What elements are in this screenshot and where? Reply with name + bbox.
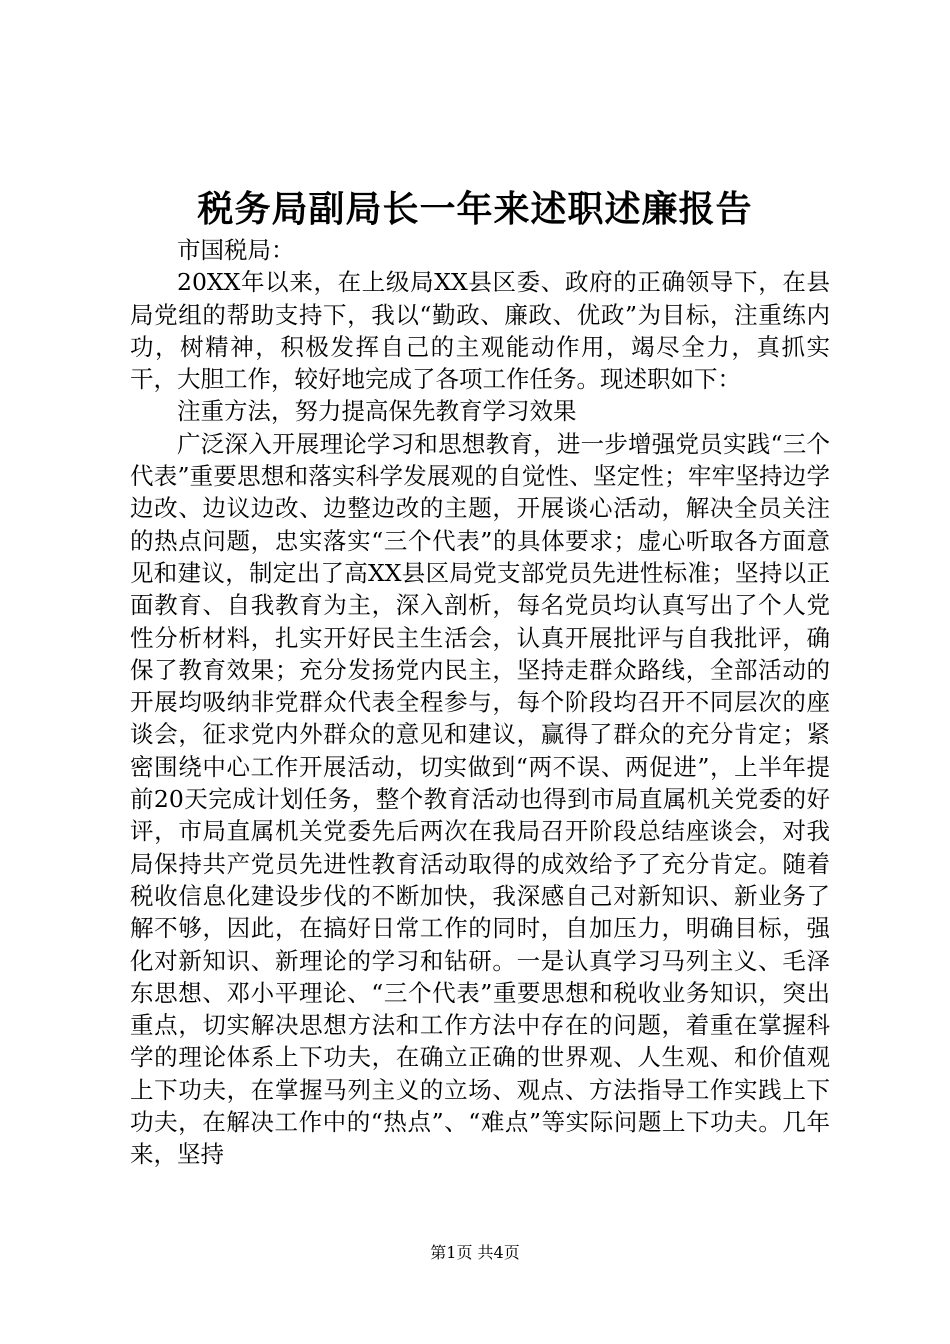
salutation: 市国税局： <box>177 236 295 264</box>
document-title: 税务局副局长一年来述职述廉报告 <box>197 188 753 230</box>
page-footer: 第1页 共4页 <box>430 1243 520 1262</box>
document-body <box>130 234 830 1171</box>
intro-paragraph: 20XX年以来，在上级局XX县区委、政府的正确领导下，在县局党组的帮助支持下，我以“勤政、廉政、优政”为目标，注重练内功，树精神，积极发挥自己的主观能动作用，竭尽全力，真抓实干，大胆工作，较好地完成了各项工作任务。现述职如下： <box>130 268 830 394</box>
body-paragraph: 广泛深入开展理论学习和思想教育，进一步增强党员实践“三个代表”重要思想和落实科学发展观的自觉性、坚定性；牢牢坚持边学边改、边议边改、边整边改的主题，开展谈心活动，解决全员关注的热点问题，忠实落实“三个代表”的具体要求；虚心听取各方面意见和建议，制定出了高XX县区局党支部党员先进性标准；坚持以正面教育、自我教育为主，深入剖析，每名党员均认真写出了个人党性分析材料，扎实开好民主生活会，认真开展批评与自我批评，确保了教育效果；充分发扬党内民主，坚持走群众路线，全部活动的开展均吸纳非党群众代表全程参与，每个阶段均召开不同层次的座谈会，征求党内外群众的意见和建议，赢得了群众的充分肯定；紧密围绕中心工作开展活动，切实做到“两不误、两促进”，上半年提前20天完成计划任务，整个教育活动也得到市局直属机关党委的好评，市局直属机关党委先后两次在我局召开阶段总结座谈会，对我局保持共产党员先进性教育活动取得的成效给予了充分肯定。随着税收信息化建设步伐的不断加快，我深感自己对新知识、新业务了解不够，因此，在搞好日常工作的同时，自加压力，明确目标，强化对新知识、新理论的学习和钻研。一是认真学习马列主义、毛泽东思想、邓小平理论、“三个代表”重要思想和税收业务知识，突出重点，切实解决思想方法和工作方法中存在的问题，着重在掌握科学的理论体系上下功夫，在确立正确的世界观、人生观、和价值观上下功夫，在掌握马列主义的立场、观点、方法指导工作实践上下功夫，在解决工作中的“热点”、“难点”等实际问题上下功夫。几年来，坚持 <box>130 429 830 1169</box>
section-heading: 注重方法，努力提高保先教育学习效果 <box>177 397 577 426</box>
